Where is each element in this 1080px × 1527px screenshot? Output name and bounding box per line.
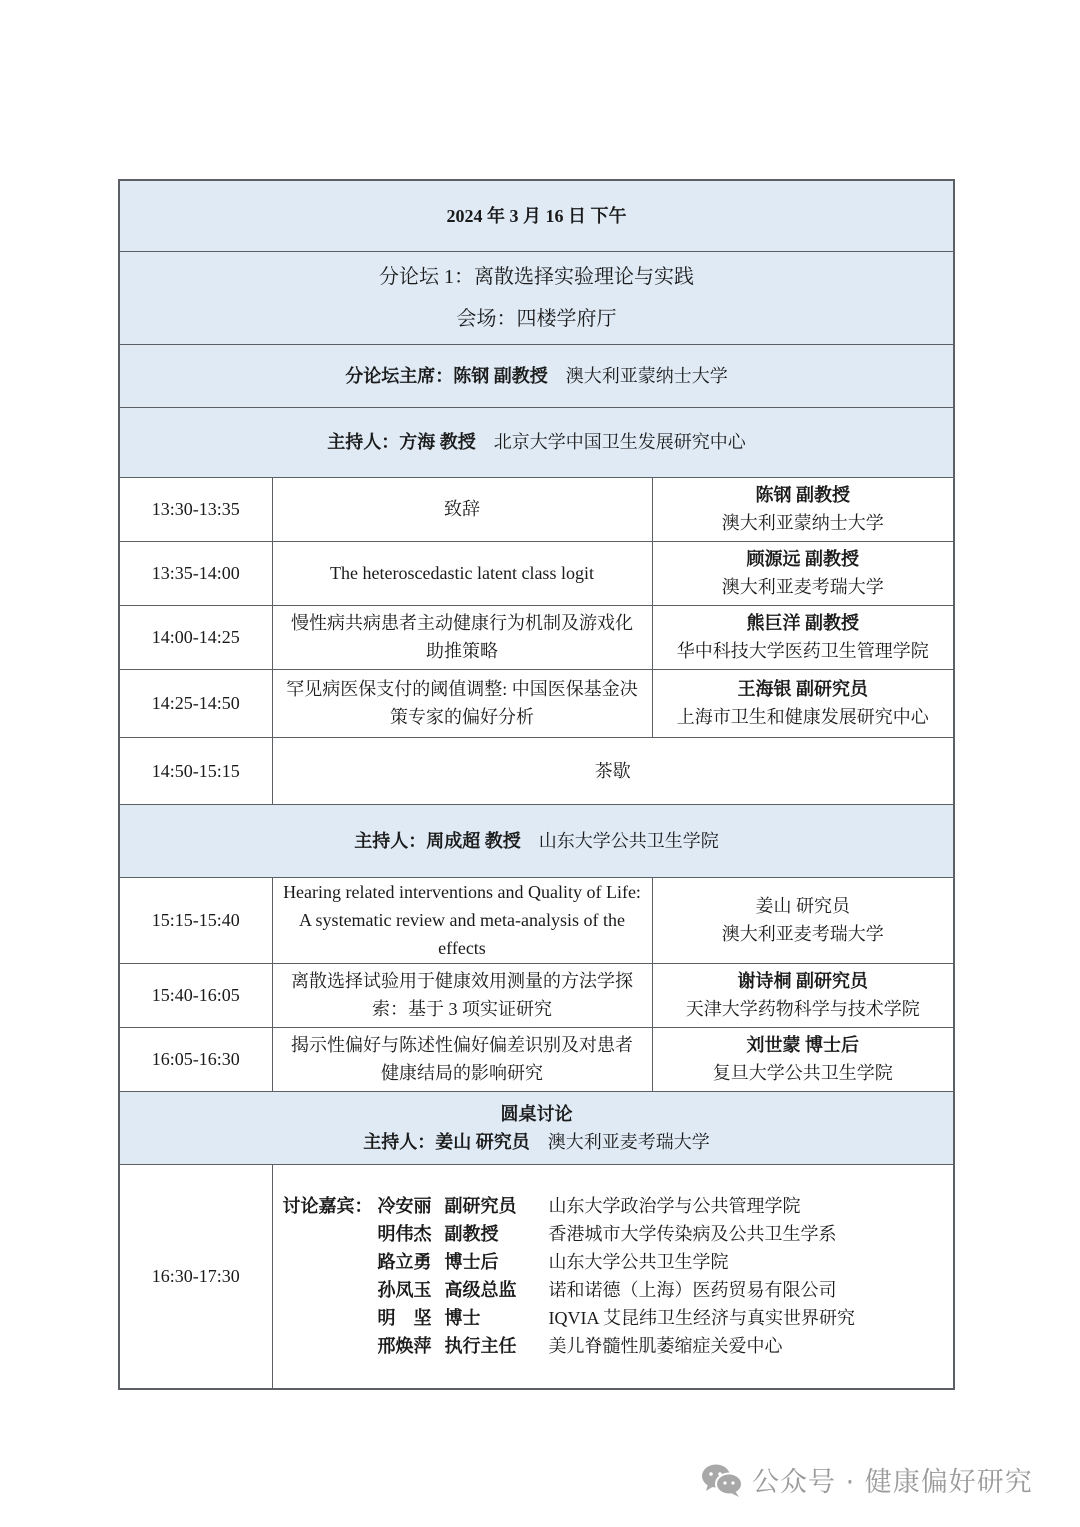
time-cell: 14:00-14:25 [119, 605, 272, 669]
guests-label: 讨论嘉宾： [282, 1196, 373, 1217]
guest-title: 副教授 [444, 1224, 499, 1245]
speaker-cell [652, 477, 954, 541]
time-cell: 14:50-15:15 [119, 737, 272, 804]
table-row [119, 605, 954, 669]
topic-cell: The heteroscedastic latent class logit [272, 541, 652, 605]
speaker-name: 王海银 副研究员 [737, 679, 869, 699]
guest-org: 美儿脊髓性肌萎缩症关爱中心 [548, 1336, 783, 1357]
chair-org: 澳大利亚蒙纳士大学 [565, 365, 728, 386]
table-row [119, 669, 954, 737]
time-cell: 16:30-17:30 [119, 1164, 272, 1389]
table-row [119, 963, 954, 1027]
speaker-org: 澳大利亚麦考瑞大学 [721, 577, 884, 597]
watermark [700, 1460, 1033, 1499]
venue: 会场：四楼学府厅 [456, 307, 617, 330]
speaker-cell [652, 1027, 954, 1091]
guest-row [283, 1192, 954, 1220]
forum-title-row [119, 251, 954, 344]
speaker-org: 澳大利亚麦考瑞大学 [721, 924, 884, 944]
guest-title: 高级总监 [444, 1280, 517, 1301]
guest-org: 香港城市大学传染病及公共卫生学系 [548, 1224, 837, 1245]
speaker-name: 顾源远 副教授 [746, 549, 860, 569]
guest-org: 山东大学政治学与公共管理学院 [548, 1196, 801, 1217]
topic-cell: 揭示性偏好与陈述性偏好偏差识别及对患者健康结局的影响研究 [272, 1027, 652, 1091]
guest-org: 诺和诺德（上海）医药贸易有限公司 [548, 1280, 837, 1301]
forum-title: 分论坛 1：离散选择实验理论与实践 [379, 265, 695, 288]
host-label: 主持人：周成超 教授 [354, 830, 521, 851]
speaker-cell [652, 963, 954, 1027]
break-label: 茶歇 [272, 737, 954, 804]
guest-row [283, 1220, 954, 1248]
speaker-name: 姜山 研究员 [755, 896, 851, 916]
chair-label: 分论坛主席：陈钢 副教授 [345, 365, 548, 386]
break-row [119, 737, 954, 804]
guest-row [283, 1332, 954, 1360]
roundtable-title: 圆桌讨论 [500, 1103, 573, 1124]
guest-title: 副研究员 [444, 1196, 517, 1217]
time-cell: 13:30-13:35 [119, 477, 272, 541]
wechat-icon [700, 1462, 744, 1498]
guests-cell [272, 1164, 954, 1389]
guest-title: 博士后 [444, 1252, 499, 1273]
agenda-table [118, 179, 955, 1390]
time-cell: 13:35-14:00 [119, 541, 272, 605]
topic-cell: 慢性病共病患者主动健康行为机制及游戏化助推策略 [272, 605, 652, 669]
host-org: 北京大学中国卫生发展研究中心 [493, 432, 746, 452]
host-row-1 [119, 407, 954, 477]
guest-title: 执行主任 [444, 1336, 517, 1357]
date-heading: 2024 年 3 月 16 日 下午 [119, 180, 954, 251]
speaker-cell [652, 669, 954, 737]
speaker-cell [652, 541, 954, 605]
speaker-name: 陈钢 副教授 [755, 485, 851, 505]
time-cell: 14:25-14:50 [119, 669, 272, 737]
host-label: 主持人：方海 教授 [327, 432, 476, 452]
topic-cell: 罕见病医保支付的阈值调整: 中国医保基金决策专家的偏好分析 [272, 669, 652, 737]
guest-title: 博士 [444, 1308, 481, 1329]
chair-row [119, 344, 954, 407]
speaker-org: 上海市卫生和健康发展研究中心 [676, 707, 929, 727]
topic-cell: 致辞 [272, 477, 652, 541]
speaker-org: 复旦大学公共卫生学院 [712, 1063, 893, 1083]
host-org: 山东大学公共卫生学院 [538, 830, 719, 851]
guest-name: 冷安丽 [377, 1196, 432, 1217]
speaker-cell [652, 605, 954, 669]
speaker-cell [652, 877, 954, 963]
guest-row [283, 1276, 954, 1304]
guest-name: 明伟杰 [377, 1224, 432, 1245]
guest-name: 路立勇 [377, 1252, 432, 1273]
guest-name: 孙凤玉 [377, 1280, 432, 1301]
host-label: 主持人：姜山 研究员 [363, 1131, 530, 1152]
host-org: 澳大利亚麦考瑞大学 [547, 1131, 710, 1152]
speaker-org: 华中科技大学医药卫生管理学院 [676, 641, 929, 661]
guest-row [283, 1304, 954, 1332]
guest-row [283, 1248, 954, 1276]
watermark-text: 公众号 · 健康偏好研究 [752, 1467, 1033, 1498]
table-row [119, 541, 954, 605]
guest-name: 邢焕萍 [377, 1336, 432, 1357]
guest-org: 山东大学公共卫生学院 [548, 1252, 729, 1273]
table-row [119, 1027, 954, 1091]
topic-cell: Hearing related interventions and Quality of Life: A systematic review and meta-analysis of the effects [272, 877, 652, 963]
host-row-2 [119, 804, 954, 877]
guest-org: IQVIA 艾昆纬卫生经济与真实世界研究 [548, 1308, 855, 1329]
speaker-name: 熊巨洋 副教授 [746, 613, 860, 633]
time-cell: 15:15-15:40 [119, 877, 272, 963]
table-row [119, 477, 954, 541]
time-cell: 16:05-16:30 [119, 1027, 272, 1091]
roundtable-header-row [119, 1091, 954, 1164]
time-cell: 15:40-16:05 [119, 963, 272, 1027]
date-row [119, 180, 954, 251]
guest-name: 明 坚 [377, 1308, 432, 1329]
topic-cell: 离散选择试验用于健康效用测量的方法学探索：基于 3 项实证研究 [272, 963, 652, 1027]
speaker-org: 澳大利亚蒙纳士大学 [721, 513, 884, 533]
speaker-name: 谢诗桐 副研究员 [737, 971, 869, 991]
speaker-org: 天津大学药物科学与技术学院 [685, 999, 920, 1019]
table-row [119, 877, 954, 963]
speaker-name: 刘世蒙 博士后 [746, 1035, 860, 1055]
roundtable-row [119, 1164, 954, 1389]
